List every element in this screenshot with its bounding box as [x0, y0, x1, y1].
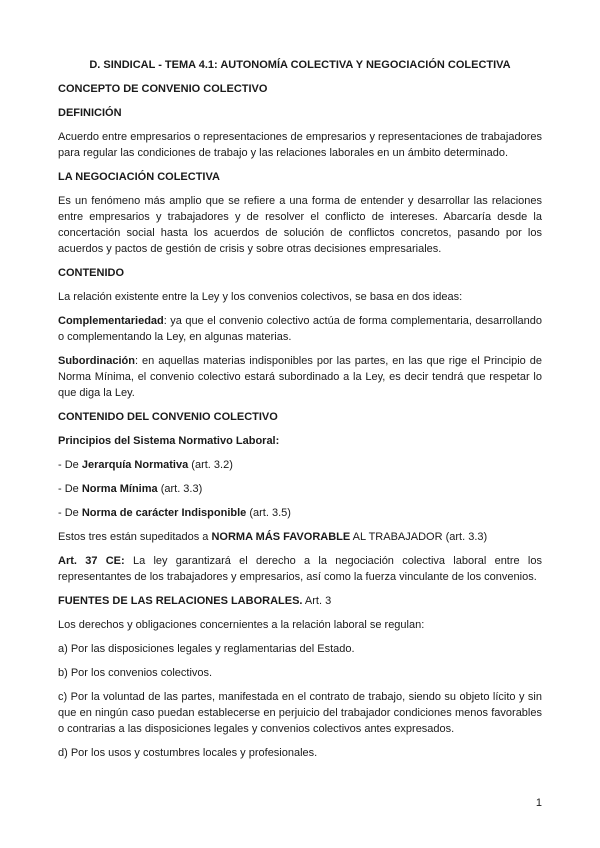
- subordinacion-text: : en aquellas materias indisponibles por las partes, en las que rige el Principio de Norma Mínima, el convenio colectivo estará subordinado a la Ley, es decir tendrá que respetar lo que diga la Ley.: [58, 355, 542, 399]
- paragraph-art37: [58, 553, 542, 585]
- list-item-principio: [58, 481, 542, 497]
- principio-name: Norma Mínima: [81, 483, 158, 495]
- principio-ref: (art. 3.2): [188, 459, 233, 471]
- principio-ref: (art. 3.5): [246, 507, 291, 519]
- principio-prefix: - De: [58, 483, 82, 495]
- supeditados-bold: NORMA MÁS FAVORABLE: [211, 531, 351, 543]
- page-number: 1: [535, 797, 542, 809]
- fuentes-heading-text: FUENTES DE LAS RELACIONES LABORALES.: [58, 595, 303, 607]
- heading-principios: Principios del Sistema Normativo Laboral:: [58, 435, 280, 447]
- heading-negociacion: LA NEGOCIACIÓN COLECTIVA: [58, 171, 220, 183]
- paragraph-definicion: Acuerdo entre empresarios o representaciones de empresarios y representaciones de trabajadores para regular las condiciones de trabajo y las relaciones laborales en un ámbito determinado.: [58, 131, 542, 159]
- paragraph-contenido-intro: La relación existente entre la Ley y los convenios colectivos, se basa en dos ideas:: [58, 291, 463, 303]
- principio-name: Norma de carácter Indisponible: [81, 507, 247, 519]
- document-page: [58, 50, 542, 769]
- art37-label: Art. 37 CE:: [58, 555, 125, 567]
- list-item-principio: [58, 505, 542, 521]
- principio-prefix: - De: [58, 459, 82, 471]
- heading-contenido-convenio: CONTENIDO DEL CONVENIO COLECTIVO: [58, 411, 278, 423]
- list-item-principio: [58, 457, 542, 473]
- heading-contenido: CONTENIDO: [58, 267, 124, 279]
- art37-text: La ley garantizará el derecho a la negociación colectiva laboral entre los representantes de los trabajadores y empresarios, así como la fuerza vinculante de los convenios.: [58, 555, 542, 583]
- principio-name: Jerarquía Normativa: [81, 459, 189, 471]
- paragraph-subordinacion: [58, 353, 542, 401]
- paragraph-supeditados: [58, 529, 542, 545]
- list-item-fuente: a) Por las disposiciones legales y reglamentarias del Estado.: [58, 643, 355, 655]
- heading-concepto: CONCEPTO DE CONVENIO COLECTIVO: [58, 83, 268, 95]
- heading-definicion: DEFINICIÓN: [58, 107, 122, 119]
- complementariedad-text: : ya que el convenio colectivo actúa de forma complementaria, desarrollando o complementando la Ley, en algunas materias.: [58, 315, 542, 343]
- principio-prefix: - De: [58, 507, 82, 519]
- complementariedad-label: Complementariedad: [58, 315, 164, 327]
- paragraph-negociacion: Es un fenómeno más amplio que se refiere a una forma de entender y desarrollar las relaciones entre empresarios y trabajadores y de resolver el conflicto de intereses. Abarcaría desde la concertación social hasta los acuerdos de solución de conflictos concretos, pasando por los acuerdos y pactos de gestión de crisis y sobre otras decisiones empresariales.: [58, 195, 542, 255]
- paragraph-complementariedad: [58, 313, 542, 345]
- list-item-fuente: c) Por la voluntad de las partes, manifestada en el contrato de trabajo, siendo su objeto lícito y sin que en ningún caso puedan establecerse en perjuicio del trabajador condiciones menos favorables o contrarias a las disposiciones legales y convenios colectivos antes expresados.: [58, 691, 542, 735]
- subordinacion-label: Subordinación: [58, 355, 135, 367]
- paragraph-fuentes-intro: Los derechos y obligaciones concernientes a la relación laboral se regulan:: [58, 619, 425, 631]
- document-title: D. SINDICAL - TEMA 4.1: AUTONOMÍA COLECTIVA Y NEGOCIACIÓN COLECTIVA: [89, 59, 511, 71]
- fuentes-heading-ref: Art. 3: [302, 595, 332, 607]
- list-item-fuente: b) Por los convenios colectivos.: [58, 667, 213, 679]
- supeditados-suffix: AL TRABAJADOR (art. 3.3): [350, 531, 488, 543]
- heading-fuentes: [58, 593, 542, 609]
- principio-ref: (art. 3.3): [157, 483, 203, 495]
- list-item-fuente: d) Por los usos y costumbres locales y profesionales.: [58, 747, 318, 759]
- supeditados-prefix: Estos tres están supeditados a: [58, 531, 212, 543]
